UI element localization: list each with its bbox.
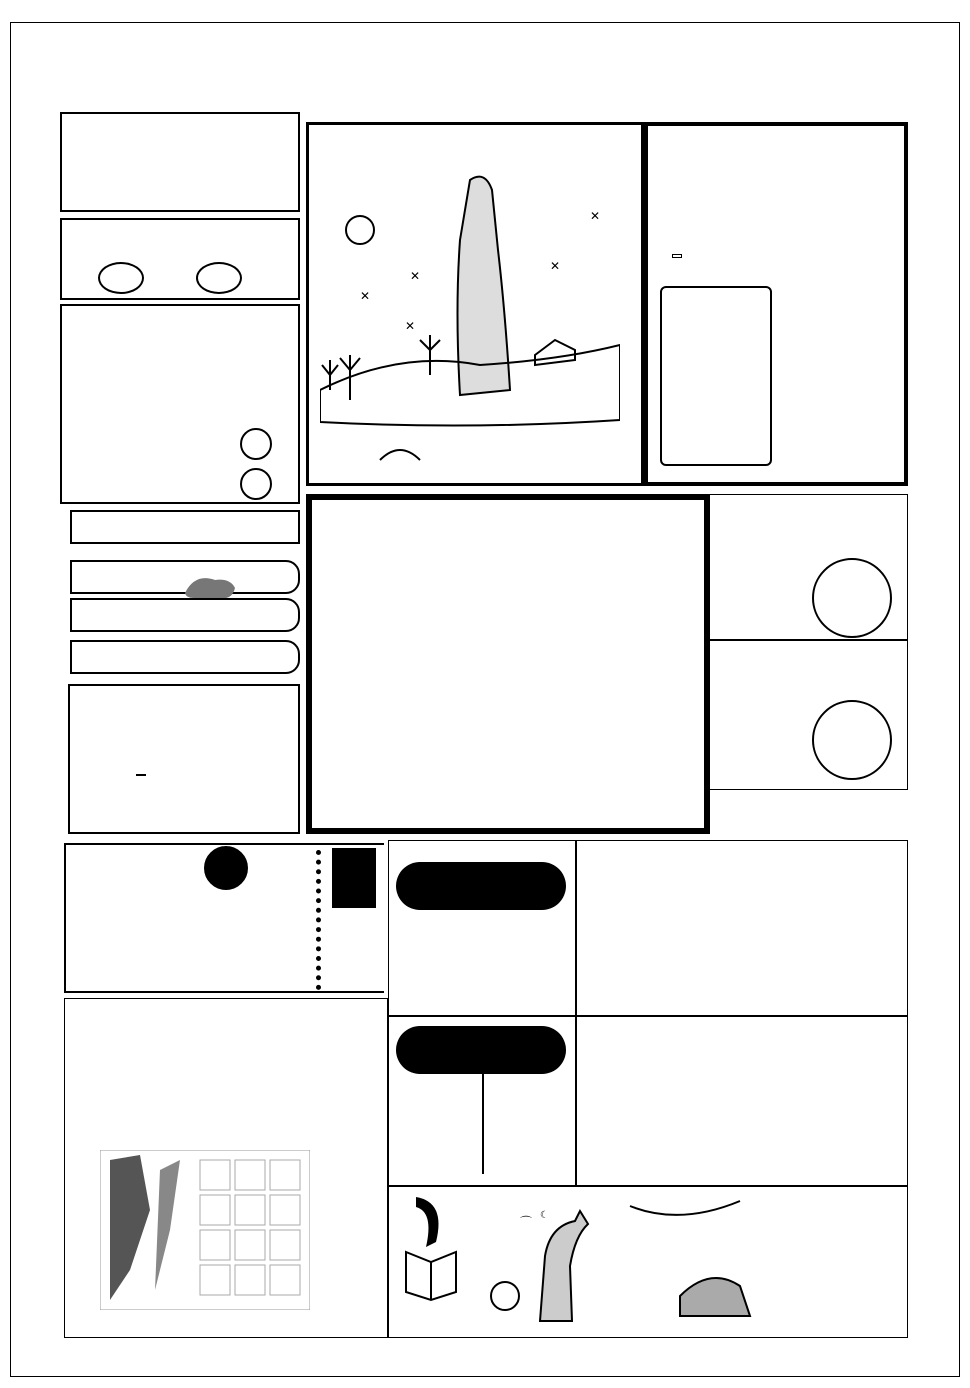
year-1-number <box>812 558 892 638</box>
svg-text:✕: ✕ <box>410 269 421 283</box>
svg-text:✕: ✕ <box>405 319 416 333</box>
puzzle-image <box>100 1150 310 1310</box>
cold-hot-number-2 <box>196 262 242 294</box>
tip-label <box>332 848 376 908</box>
special-open-divider <box>482 1074 484 1174</box>
cold-hot-number-1 <box>98 262 144 294</box>
big-double-box <box>576 840 908 1016</box>
scroll-title <box>672 254 682 258</box>
lucky-segment-row <box>70 640 300 674</box>
contribution-box <box>68 684 300 834</box>
special-number-2 <box>240 468 272 500</box>
lucky-special-row <box>70 510 300 544</box>
cold-hot-box <box>60 218 300 300</box>
year-2-number <box>812 700 892 780</box>
seek-scroll <box>660 286 772 466</box>
old-man-illustration <box>320 160 620 480</box>
special-number-1 <box>240 428 272 460</box>
svg-text:⌒: ⌒ <box>520 1215 533 1229</box>
svg-text:✕: ✕ <box>360 289 371 303</box>
lucky-color-row <box>70 598 300 632</box>
hot-number-table <box>60 112 300 212</box>
top-marquee <box>22 80 947 102</box>
book-hand-illustration <box>396 1192 466 1302</box>
svg-text:✕: ✕ <box>550 259 561 273</box>
contribution-note <box>136 774 146 776</box>
xuanji-divider <box>316 850 321 990</box>
giraffe-illustration <box>480 1196 780 1326</box>
svg-text:✕: ✕ <box>590 209 601 223</box>
xuanji-title-3 <box>204 846 248 890</box>
svg-text:☾: ☾ <box>540 1210 549 1221</box>
computer-analysis-box <box>306 494 710 834</box>
special-open-pill <box>396 1026 566 1074</box>
recommend-box <box>576 1016 908 1186</box>
total-pill <box>396 862 566 910</box>
